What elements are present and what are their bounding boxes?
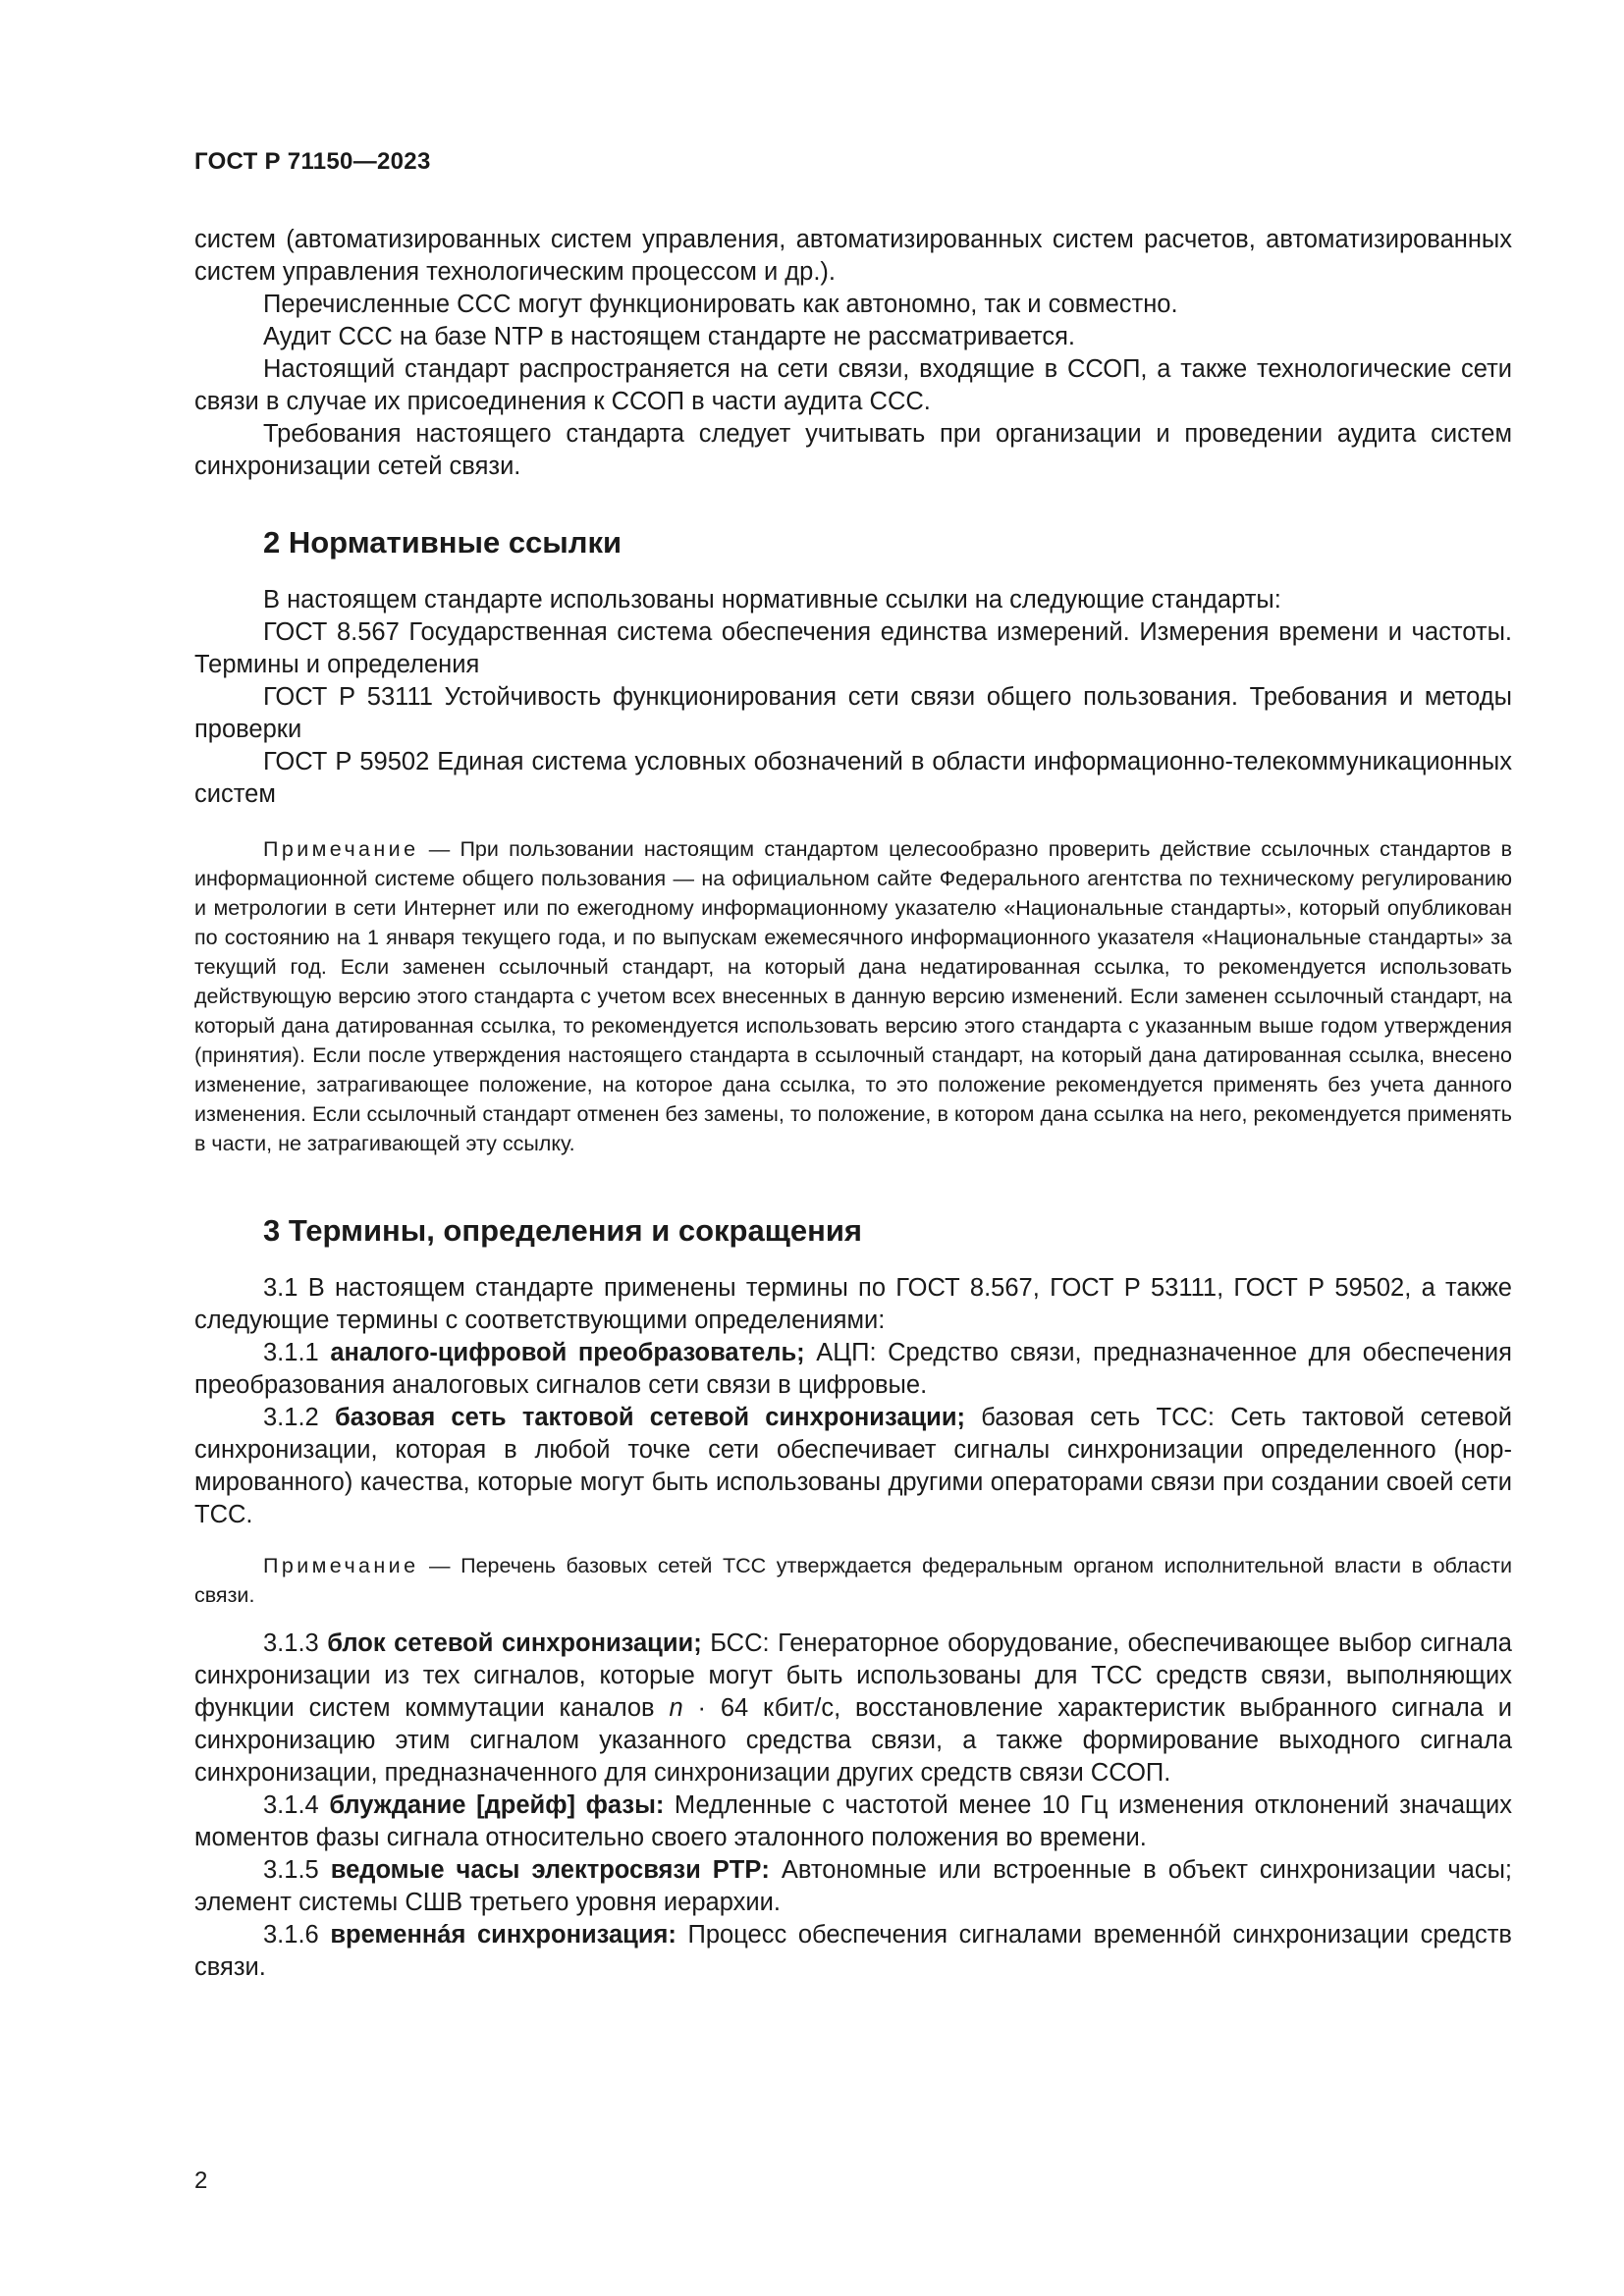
term-definition: АЦП: Средство связи, предназначенное для обеспечения преобразования аналоговых сигналов сети связи в цифровые. [194, 1339, 1512, 1399]
term-number: 3.1.1 [263, 1339, 331, 1366]
variable-n: n [669, 1694, 683, 1722]
reference-item: ГОСТ Р 59502 Единая система условных обозначений в области информационно-телекоммуникационных систем [194, 748, 1512, 808]
term-name: временнáя синхронизация: [330, 1921, 677, 1949]
term-definition: Автономные или встроенные в объект синхронизации часы; элемент системы СШВ третьего уровня иерархии. [194, 1856, 1512, 1916]
term-entry [194, 1789, 1512, 1854]
term-number: 3.1.5 [263, 1856, 331, 1884]
paragraph: В настоящем стандарте использованы нормативные ссылки на следующие стандарты: [263, 586, 1281, 614]
section-2-body [194, 584, 1512, 1158]
reference-item: ГОСТ 8.567 Государственная система обеспечения единства измерений. Измерения времени и частоты. Термины и определения [194, 618, 1512, 678]
term-entry [194, 1854, 1512, 1919]
term-number: 3.1.4 [263, 1791, 330, 1819]
reference-item: ГОСТ Р 53111 Устойчивость функционирования сети связи общего пользования. Требования и методы проверки [194, 683, 1512, 743]
term-number: 3.1.2 [263, 1404, 335, 1431]
term-definition: Процесс обеспечения сигналами временнóй синхронизации средств связи. [194, 1921, 1512, 1981]
paragraph: систем (автоматизированных систем управления, автоматизированных систем расчетов, автоматизированных систем управления технологическим процессом и др.). [194, 226, 1512, 286]
paragraph: Требования настоящего стандарта следует учитывать при организации и проведении аудита систем синхронизации сетей связи. [194, 420, 1512, 480]
intro-section [194, 224, 1512, 483]
paragraph: Аудит ССС на базе NTP в настоящем стандарте не рассматривается. [263, 323, 1075, 350]
term-name: блуждание [дрейф] фазы: [329, 1791, 665, 1819]
term-definition-cont: · 64 кбит/с, восстановление характеристик выбранного сигнала и синхронизацию этим сигналом указанного средства связи, а также формирование выходного сигнала синхронизации, предназначенного для синхронизации других средств связи ССОП. [194, 1694, 1512, 1787]
note [194, 834, 1512, 1158]
section-3-body [194, 1272, 1512, 1984]
term-name: аналого-цифровой преобразователь; [330, 1339, 805, 1366]
term-number: 3.1.3 [263, 1629, 328, 1657]
term-definition: Медленные с частотой менее 10 Гц изменения отклонений значащих моментов фазы сигнала относительно своего эталонного положения во времени. [194, 1791, 1512, 1851]
note-text: Перечень базовых сетей ТСС утверждается федеральным органом исполнительной власти в области связи. [194, 1554, 1513, 1607]
section-2-heading: 2 Нормативные ссылки [263, 525, 623, 560]
note-label: Примечание [263, 1554, 419, 1577]
term-definition: БСС: Генераторное оборудование, обеспечивающее выбор сигнала синхронизации из тех сигналов, которые могут быть использованы для ТСС средств связи, выполняющих функции систем коммутации каналов [194, 1629, 1512, 1722]
note-label: Примечание [263, 837, 419, 861]
term-definition: базовая сеть ТСС: Сеть тактовой сетевой синхронизации, которая в любой точке сети обеспечивает сигналы синхронизации определенного (нормированного) качества, которые могут быть использованы другими операторами связи при создании своей сети ТСС. [194, 1404, 1512, 1528]
page-content [194, 224, 1512, 1984]
document-header: ГОСТ Р 71150—2023 [194, 148, 431, 175]
note-text: При пользовании настоящим стандартом целесообразно проверить действие ссылочных стандартов в информационной системе общего пользования — на официальном сайте Федерального агентства по техническому регулированию и метрологии в сети Интернет или по ежегодному информационному указателю «Национальные стандарты», который опубликован по состоянию на 1 января текущего года, и по выпускам ежемесячного информационного указателя «Национальные стандарты» за текущий год. Если заменен ссылочный стандарт, на который дана недатированная ссылка, то рекомендуется использовать действующую версию этого стандарта с учетом всех внесенных в данную версию изменений. Если заменен ссылочный стандарт, на который дана датированная ссылка, то рекомендуется использовать версию этого стандарта с указанным выше годом утверждения (принятия). Если после утверждения настоящего стандарта в ссылочный стандарт, на который дана датированная ссылка, внесено изменение, затрагивающее положение, на которое дана ссылка, то это положение рекомендуется применять без учета данного изменения. Если ссылочный стандарт отменен без замены, то положение, в котором дана ссылка на него, рекомендуется применять в части, не затрагивающей эту ссылку. [194, 837, 1512, 1155]
term-entry [194, 1402, 1512, 1531]
page-number: 2 [194, 2167, 208, 2194]
term-number: 3.1.6 [263, 1921, 331, 1949]
note-dash: — [418, 837, 460, 861]
paragraph: 3.1 В настоящем стандарте применены термины по ГОСТ 8.567, ГОСТ Р 53111, ГОСТ Р 59502, а также следующие термины с соответствующими определениями: [194, 1274, 1512, 1334]
note [194, 1551, 1512, 1610]
term-entry [194, 1337, 1512, 1402]
paragraph: Перечисленные ССС могут функционировать как автономно, так и совместно. [263, 291, 1178, 318]
term-entry [194, 1628, 1512, 1789]
paragraph: Настоящий стандарт распространяется на сети связи, входящие в ССОП, а также технологические сети связи в случае их присоединения к ССОП в части аудита ССС. [194, 355, 1512, 415]
term-name: базовая сеть тактовой сетевой синхронизации; [334, 1404, 966, 1431]
term-name: ведомые часы электросвязи PTP: [330, 1856, 770, 1884]
term-entry [194, 1919, 1512, 1984]
section-3-heading: 3 Термины, определения и сокращения [263, 1213, 862, 1248]
term-name: блок сетевой синхронизации; [327, 1629, 702, 1657]
note-dash: — [418, 1554, 461, 1577]
